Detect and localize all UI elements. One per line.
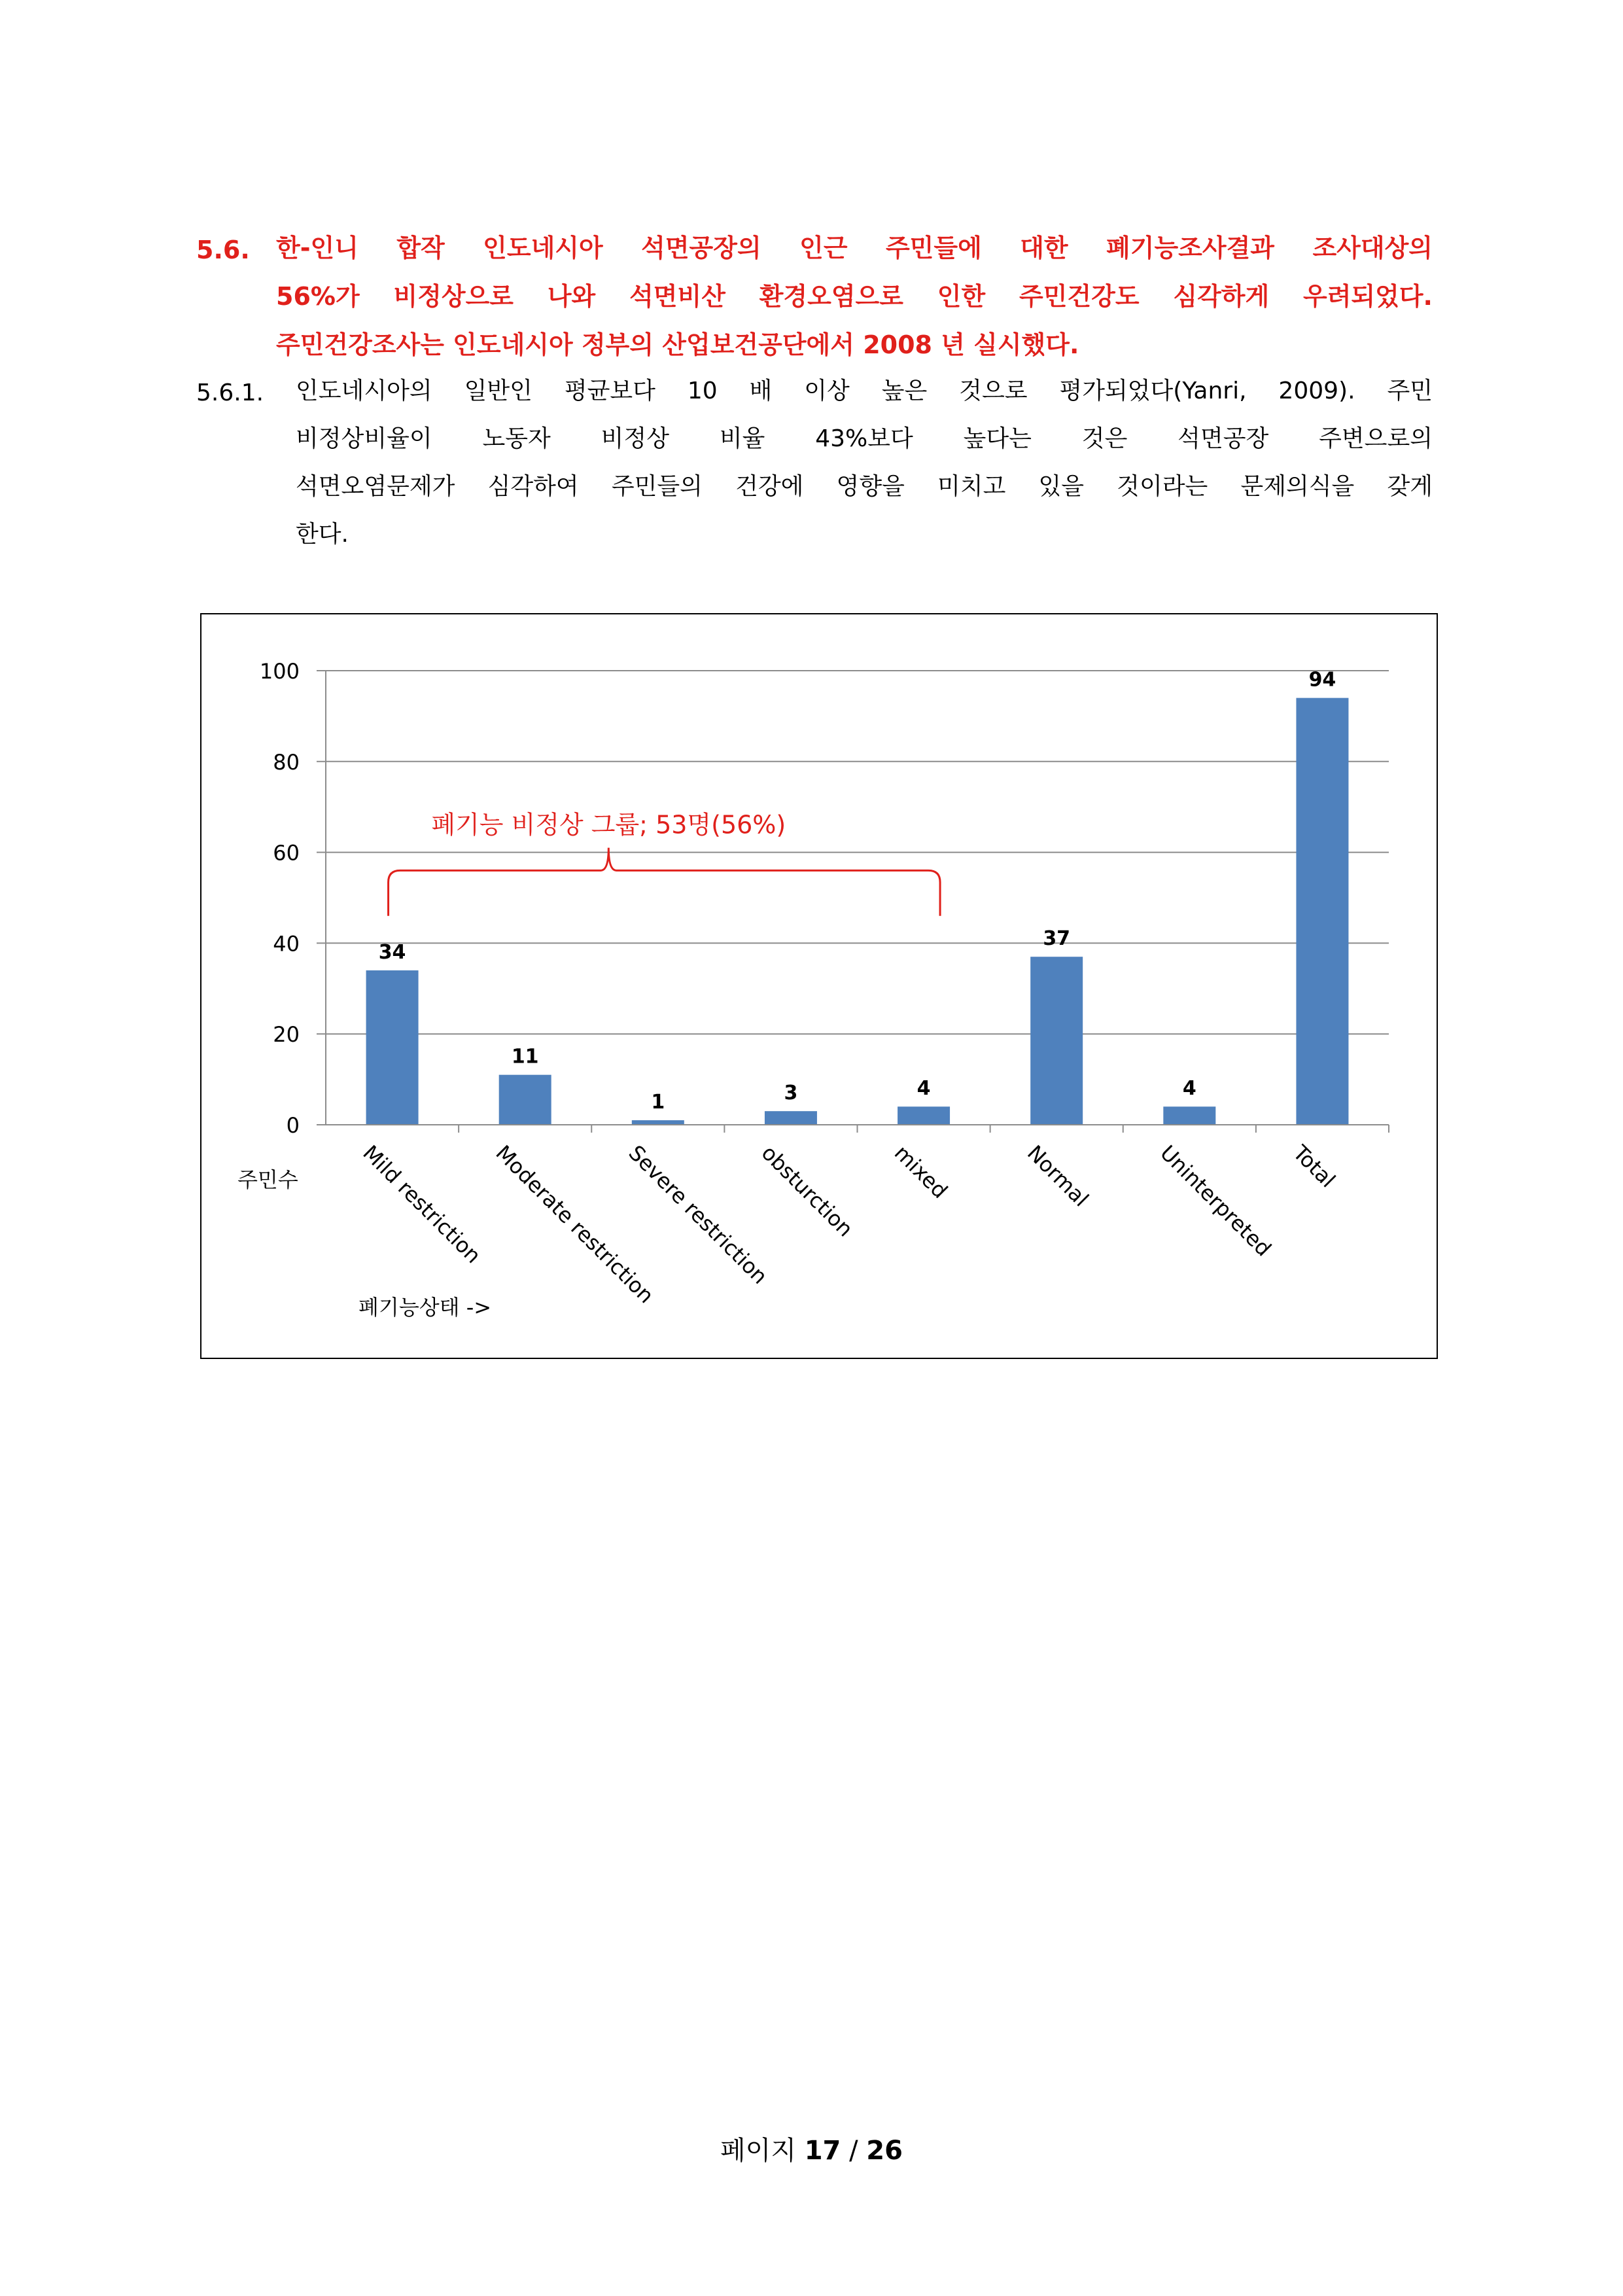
subsection-line-2: 비정상비율이 노동자 비정상 비율 43%보다 높다는 것은 석면공장 주변으로의: [296, 425, 1433, 452]
section-number: 5.6.: [196, 236, 250, 264]
lung-function-chart: [200, 613, 1438, 1359]
category-label-5: Normal: [1022, 1140, 1094, 1212]
abnormal-group-label: 폐기능 비정상 그룹; 53명(56%): [431, 810, 786, 839]
category-label-6: Uninterpreted: [1155, 1140, 1276, 1262]
category-label-7: Total: [1288, 1140, 1340, 1193]
data-label-1: 11: [511, 1045, 539, 1069]
y-tick-label-60: 60: [273, 840, 300, 866]
bar-7: [1296, 698, 1348, 1125]
category-label-0: Mild restriction: [358, 1140, 486, 1269]
bar-5: [1030, 957, 1083, 1125]
section-line-3: 주민건강조사는 인도네시아 정부의 산업보건공단에서 2008 년 실시했다.: [276, 330, 1079, 359]
bar-4: [898, 1106, 950, 1125]
y-axis-title: 주민수: [237, 1167, 298, 1192]
x-axis-title: 폐기능상태 ->: [358, 1295, 492, 1320]
data-label-6: 4: [1182, 1077, 1196, 1101]
bar-0: [366, 970, 419, 1125]
data-label-7: 94: [1308, 668, 1336, 692]
data-label-5: 37: [1043, 927, 1071, 951]
data-label-2: 1: [651, 1091, 665, 1114]
section-line-1: 한-인니 합작 인도네시아 석면공장의 인근 주민들에 대한 폐기능조사결과 조사대상의: [276, 234, 1433, 262]
subsection-line-4: 한다.: [296, 521, 349, 548]
category-label-3: obsturction: [756, 1140, 858, 1242]
category-label-4: mixed: [889, 1140, 953, 1203]
section-line-2: 56%가 비정상으로 나와 석면비산 환경오염으로 인한 주민건강도 심각하게 우려되었다.: [276, 282, 1433, 311]
abnormal-group-brace: [389, 848, 941, 916]
data-label-0: 34: [378, 941, 406, 964]
bar-2: [632, 1120, 684, 1125]
y-tick-label-40: 40: [273, 931, 300, 957]
footer-separator: /: [849, 2136, 858, 2166]
footer-prefix: 페이지: [720, 2136, 796, 2166]
y-tick-label-0: 0: [286, 1113, 300, 1138]
category-label-1: Moderate restriction: [491, 1140, 659, 1309]
y-tick-label-100: 100: [259, 659, 300, 684]
y-tick-label-20: 20: [273, 1022, 300, 1048]
footer-total-pages: 26: [866, 2136, 903, 2166]
data-label-4: 4: [916, 1077, 931, 1101]
y-tick-label-80: 80: [273, 749, 300, 775]
page-footer: [0, 2130, 1623, 2167]
bar-1: [499, 1075, 551, 1125]
bar-3: [765, 1111, 817, 1125]
category-label-2: Severe restriction: [623, 1140, 773, 1289]
chart-svg: [201, 614, 1437, 1358]
subsection-number: 5.6.1.: [196, 380, 264, 406]
subsection-line-1: 인도네시아의 일반인 평균보다 10 배 이상 높은 것으로 평가되었다(Yanri, 2009). 주민: [296, 378, 1433, 404]
subsection-line-3: 석면오염문제가 심각하여 주민들의 건강에 영향을 미치고 있을 것이라는 문제의식을 갖게: [296, 473, 1433, 500]
data-label-3: 3: [784, 1082, 798, 1105]
footer-current-page: 17: [804, 2136, 841, 2166]
bar-6: [1163, 1106, 1215, 1125]
